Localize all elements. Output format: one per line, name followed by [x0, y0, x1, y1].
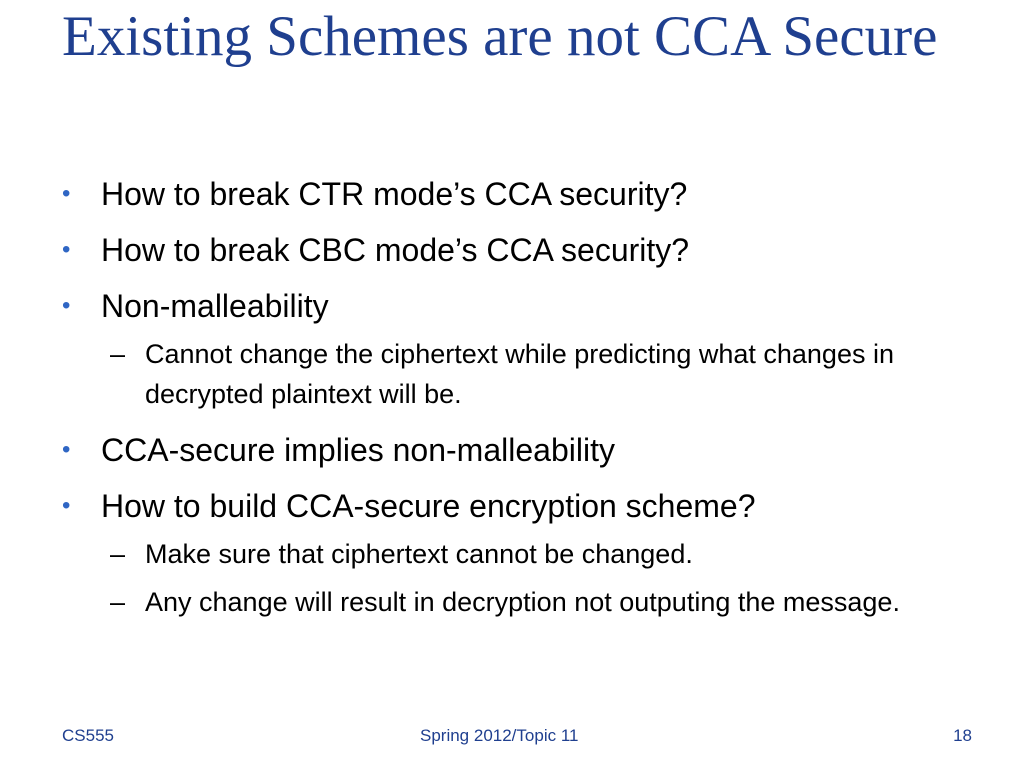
bullet-text: How to build CCA-secure encryption scheme?	[101, 488, 756, 524]
dash-icon: –	[110, 587, 126, 617]
sub-bullet-item	[110, 534, 962, 574]
footer-topic: Spring 2012/Topic 11	[420, 726, 579, 745]
sub-bullet-text: Cannot change the ciphertext while predicting what changes in decrypted plaintext will be.	[145, 339, 894, 409]
bullet-dot-icon: •	[62, 180, 71, 207]
bullet-item	[62, 430, 962, 470]
sub-bullet-item	[110, 334, 962, 414]
bullet-item	[62, 174, 962, 214]
bullet-dot-icon: •	[62, 236, 71, 263]
bullet-dot-icon: •	[62, 292, 71, 319]
bullet-dot-icon: •	[62, 492, 71, 519]
bullet-item	[62, 286, 962, 326]
bullet-text: How to break CBC mode’s CCA security?	[101, 232, 690, 268]
bullet-text: CCA-secure implies non-malleability	[101, 432, 615, 468]
footer-page-number: 18	[953, 726, 972, 745]
sub-bullet-text: Make sure that ciphertext cannot be changed.	[145, 539, 693, 569]
bullet-list	[62, 174, 962, 630]
bullet-item	[62, 230, 962, 270]
dash-icon: –	[110, 539, 126, 569]
sub-bullet-text: Any change will result in decryption not outputing the message.	[145, 587, 900, 617]
bullet-dot-icon: •	[62, 436, 71, 463]
sub-bullet-item	[110, 582, 962, 622]
bullet-text: How to break CTR mode’s CCA security?	[101, 176, 688, 212]
footer-course: CS555	[62, 726, 114, 745]
dash-icon: –	[110, 339, 126, 369]
bullet-text: Non-malleability	[101, 288, 329, 324]
bullet-item	[62, 486, 962, 526]
slide-title: Existing Schemes are not CCA Secure	[62, 5, 938, 68]
